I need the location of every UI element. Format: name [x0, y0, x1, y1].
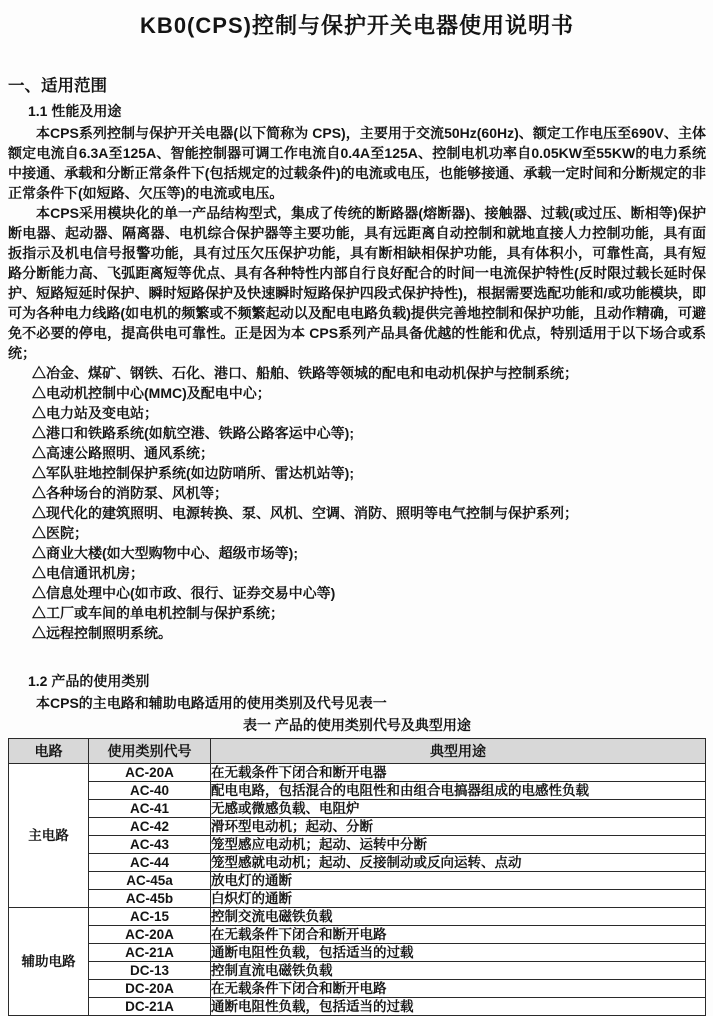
- application-list-item: △军队驻地控制保护系统(如边防哨所、雷达机站等);: [32, 465, 354, 481]
- typical-use-cell: 笼型感应电动机；起动、运转中分断: [211, 836, 706, 854]
- section-heading: 一、适用范围: [8, 77, 107, 95]
- table-row: [9, 818, 706, 836]
- application-list-item: △医院；: [32, 525, 88, 541]
- category-code-cell: AC-45a: [89, 872, 211, 890]
- category-code-cell: DC-21A: [89, 998, 211, 1016]
- application-list-item: △港口和铁路系统(如航空港、铁路公路客运中心等);: [32, 425, 354, 441]
- category-code-cell: AC-21A: [89, 944, 211, 962]
- column-header-use: 典型用途: [211, 739, 706, 764]
- table-row: [9, 962, 706, 980]
- typical-use-cell: 白炽灯的通断: [211, 890, 706, 908]
- subsection-1-1-heading: 1.1 性能及用途: [28, 103, 122, 119]
- usage-category-table: [8, 738, 706, 1016]
- category-code-cell: AC-40: [89, 782, 211, 800]
- paragraph: 本CPS采用模块化的单一产品结构型式，集成了传统的断路器(熔断器)、接触器、过载(或过压、断相等)保护断电器、起动器、隔离器、电机综合保护器等主要功能，具有远距离自动控制和就地直接人力控制功能，具有面扳指示及机电信号报警功能，具有过压欠压保护功能，具有断相缺相保护功能，具有体积小，可靠性高，具有短路分断能力高、飞弧距离短等优点、具有各种特性内部自行良好配合的时间一电流保护特性(反时限过载长延时保护、短路短延时保护、瞬时短路保护及快速瞬时短路保护四段式保护持性)，根据需要选配功能和/或功能模块，即可为各种电力线路(如电机的频繁或不频繁起动以及配电电路负载)提供完善地控制和保护功能，且动作精确，可避免不必要的停电，提高供电可靠性。正是因为本 CPS系列产品具备优越的性能和优点，特别适用于以下场合或系统；: [8, 205, 706, 361]
- circuit-group-label-aux: 辅助电路: [9, 908, 89, 1016]
- typical-use-cell: 放电灯的通断: [211, 872, 706, 890]
- category-code-cell: AC-43: [89, 836, 211, 854]
- application-list-item: △各种场台的消防泵、风机等；: [32, 485, 228, 501]
- table-caption: 表一 产品的使用类别代号及典型用途: [243, 717, 471, 733]
- table-row: [9, 764, 706, 782]
- typical-use-cell: 笼型感就电动机；起动、反接制动或反向运转、点动: [211, 854, 706, 872]
- category-code-cell: AC-20A: [89, 764, 211, 782]
- subsection-1-2-heading: 1.2 产品的使用类别: [28, 673, 150, 689]
- typical-use-cell: 滑环型电动机；起动、分断: [211, 818, 706, 836]
- typical-use-cell: 控制直流电磁铁负载: [211, 962, 706, 980]
- table-intro-text: 本CPS的主电路和辅助电路适用的使用类别及代号见表一: [36, 695, 387, 711]
- application-list-item: △信息处理中心(如市政、很行、证券交易中心等): [32, 585, 336, 601]
- table-row: [9, 782, 706, 800]
- table-header-row: [9, 739, 706, 764]
- category-code-cell: AC-45b: [89, 890, 211, 908]
- category-code-cell: AC-20A: [89, 926, 211, 944]
- column-header-code: 使用类别代号: [89, 739, 211, 764]
- table-row: [9, 800, 706, 818]
- column-header-circuit: 电路: [9, 739, 89, 764]
- table-row: [9, 890, 706, 908]
- document-title: KB0(CPS)控制与保护开关电器使用说明书: [140, 13, 574, 38]
- category-code-cell: AC-15: [89, 908, 211, 926]
- application-list-item: △远程控制照明系统。: [32, 625, 172, 641]
- application-list: [32, 363, 706, 643]
- typical-use-cell: 控制交流电磁铁负载: [211, 908, 706, 926]
- typical-use-cell: 通断电阻性负载，包括适当的过载: [211, 944, 706, 962]
- circuit-group-label-main: 主电路: [9, 764, 89, 908]
- category-code-cell: AC-44: [89, 854, 211, 872]
- application-list-item: △冶金、煤矿、钢铁、石化、港口、船舶、铁路等领城的配电和电动机保护与控制系统；: [32, 365, 578, 381]
- table-row: [9, 926, 706, 944]
- table-row: [9, 872, 706, 890]
- paragraph: 本CPS系列控制与保护开关电器(以下简称为 CPS)，主要用于交流50Hz(60Hz)、额定工作电压至690V、主体额定电流自6.3A至125A、智能控制器可调工作电流自0.4A至125A、控制电机功率自0.05KW至55KW的电力系统中接通、承载和分断正常条件下(包括规定的过载条件)的电流或电压，也能够接通、承载一定时间和分断规定的非正常条件下(如短路、欠压等)的电流或电压。: [8, 125, 706, 201]
- category-code-cell: DC-20A: [89, 980, 211, 998]
- application-list-item: △电力站及变电站；: [32, 405, 158, 421]
- application-list-item: △现代化的建筑照明、电源转换、泵、风机、空调、消防、照明等电气控制与保护系列；: [32, 505, 578, 521]
- application-list-item: △电动机控制中心(MMC)及配电中心；: [32, 385, 271, 401]
- table-row: [9, 944, 706, 962]
- typical-use-cell: 通断电阻性负载，包括适当的过载: [211, 998, 706, 1016]
- category-code-cell: AC-42: [89, 818, 211, 836]
- table-row: [9, 854, 706, 872]
- application-list-item: △高速公路照明、通风系统；: [32, 445, 214, 461]
- category-code-cell: AC-41: [89, 800, 211, 818]
- application-list-item: △工厂或车间的单电机控制与保护系统；: [32, 605, 284, 621]
- category-code-cell: DC-13: [89, 962, 211, 980]
- table-row: [9, 836, 706, 854]
- table-row: [9, 998, 706, 1016]
- table-row: [9, 908, 706, 926]
- typical-use-cell: 在无载条件下闭合和断开电路: [211, 980, 706, 998]
- typical-use-cell: 无感或微感负载、电阻炉: [211, 800, 706, 818]
- application-list-item: △电信通讯机房；: [32, 565, 144, 581]
- typical-use-cell: 配电电路，包括混合的电阻性和由组合电搞器组成的电感性负载: [211, 782, 706, 800]
- typical-use-cell: 在无载条件下闭合和断开电路: [211, 926, 706, 944]
- table-row: [9, 980, 706, 998]
- application-list-item: △商业大楼(如大型购物中心、超级市场等);: [32, 545, 298, 561]
- typical-use-cell: 在无载条件下闭合和断开电器: [211, 764, 706, 782]
